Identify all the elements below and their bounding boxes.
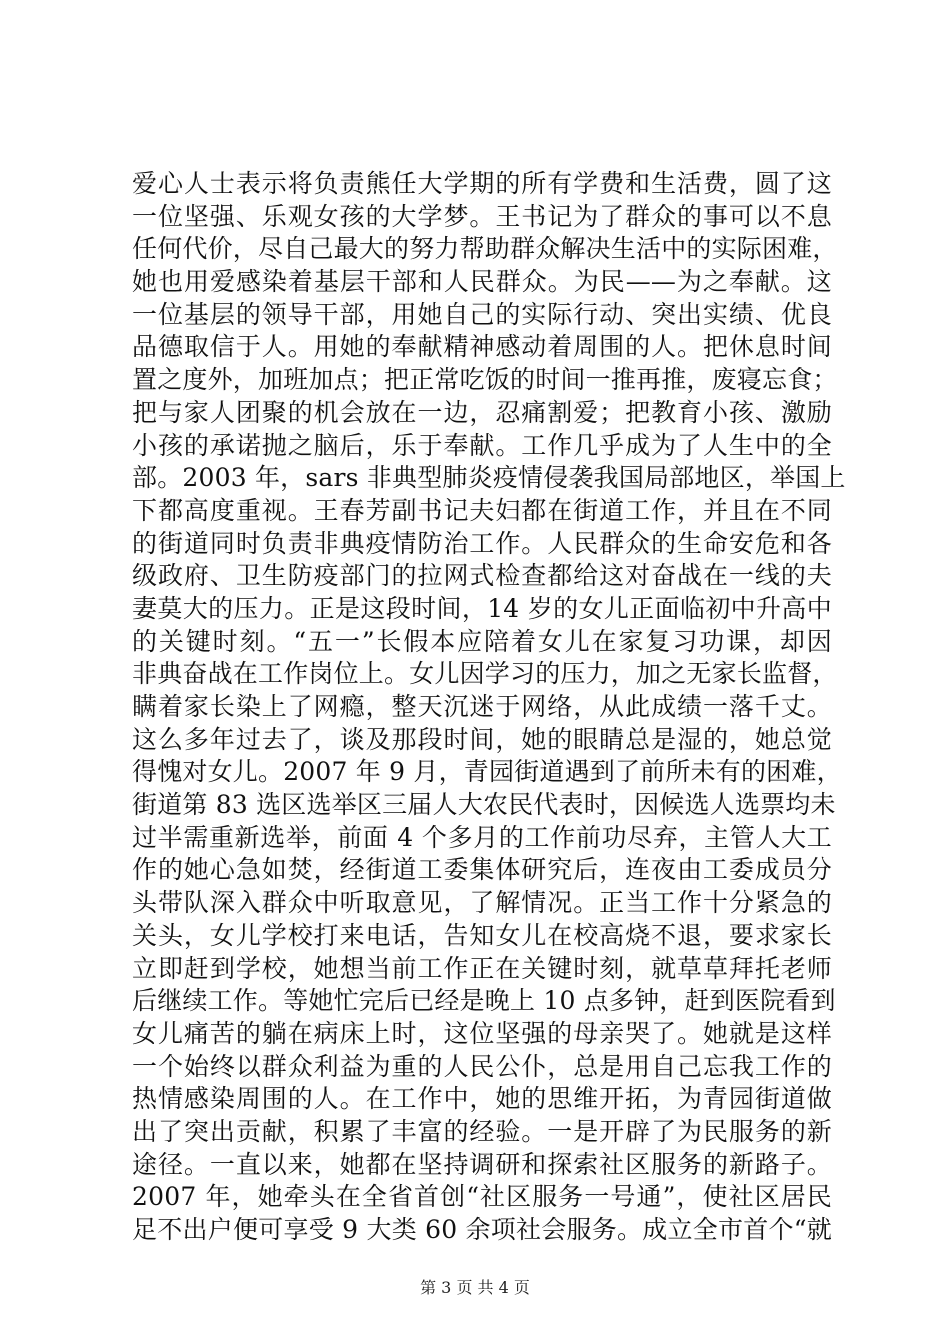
text-line: 瞒着家长染上了网瘾，整天沉迷于网络，从此成绩一落千丈。: [132, 692, 832, 721]
text-line: 的街道同时负责非典疫情防治工作。人民群众的生命安危和各: [132, 528, 832, 558]
text-line: 级政府、卫生防疫部门的拉网式检查都给这对奋战在一线的夫: [132, 561, 832, 591]
text-line: 她也用爱感染着基层干部和人民群众。为民——为之奉献。这: [132, 267, 832, 297]
text-line: 途径。一直以来，她都在坚持调研和探索社区服务的新路子。: [132, 1149, 832, 1179]
text-line: 街道第 83 选区选举区三届人大农民代表时，因候选人选票均未: [132, 790, 836, 820]
text-line: 下都高度重视。王春芳副书记夫妇都在街道工作，并且在不同: [132, 495, 832, 525]
text-line: 部。2003 年，sars 非典型肺炎疫情侵袭我国局部地区，举国上: [132, 463, 846, 493]
text-line: 过半需重新选举，前面 4 个多月的工作前功尽弃，主管人大工: [132, 822, 832, 852]
text-line: 关头，女儿学校打来电话，告知女儿在校高烧不退，要求家长: [132, 920, 832, 950]
text-line: 足不出户便可享受 9 大类 60 余项社会服务。成立全市首个“就: [132, 1215, 832, 1244]
text-line: 任何代价，尽自己最大的努力帮助群众解决生活中的实际困难，: [132, 234, 838, 264]
text-line: 一位坚强、乐观女孩的大学梦。王书记为了群众的事可以不息: [132, 201, 832, 231]
text-line: 女儿痛苦的躺在病床上时，这位坚强的母亲哭了。她就是这样: [132, 1018, 832, 1048]
text-line: 这么多年过去了，谈及那段时间，她的眼睛总是湿的，她总觉: [132, 724, 832, 754]
text-line: 一位基层的领导干部，用她自己的实际行动、突出实绩、优良: [132, 299, 832, 329]
text-line: 小孩的承诺抛之脑后，乐于奉献。工作几乎成为了人生中的全: [132, 430, 832, 460]
text-line: 非典奋战在工作岗位上。女儿因学习的压力，加之无家长监督，: [132, 659, 838, 689]
text-line: 品德取信于人。用她的奉献精神感动着周围的人。把休息时间: [132, 332, 832, 362]
page-footer: 第 3 页 共 4 页: [420, 1278, 530, 1297]
text-line: 立即赶到学校，她想当前工作正在关键时刻，就草草拜托老师: [132, 953, 832, 983]
text-line: 后继续工作。等她忙完后已经是晚上 10 点多钟，赶到医院看到: [132, 986, 836, 1016]
text-line: 作的她心急如焚，经街道工委集体研究后，连夜由工委成员分: [132, 855, 832, 885]
text-line: 2007 年，她牵头在全省首创“社区服务一号通”，使社区居民: [132, 1182, 832, 1212]
text-line: 妻莫大的压力。正是这段时间，14 岁的女儿正面临初中升高中: [132, 593, 832, 623]
text-line: 置之度外，加班加点；把正常吃饭的时间一推再推，废寝忘食；: [132, 365, 838, 395]
text-line: 得愧对女儿。2007 年 9 月，青园街道遇到了前所未有的困难，: [132, 757, 842, 787]
text-line: 的关键时刻。“五一”长假本应陪着女儿在家复习功课，却因: [132, 626, 832, 656]
text-line: 热情感染周围的人。在工作中，她的思维开拓，为青园街道做: [132, 1084, 832, 1114]
text-line: 头带队深入群众中听取意见，了解情况。正当工作十分紧急的: [132, 888, 832, 918]
text-line: 爱心人士表示将负责熊任大学期的所有学费和生活费，圆了这: [132, 169, 832, 198]
text-line: 一个始终以群众利益为重的人民公仆，总是用自己忘我工作的: [132, 1051, 832, 1081]
text-line: 出了突出贡献，积累了丰富的经验。一是开辟了为民服务的新: [132, 1116, 832, 1146]
body-text: [132, 168, 846, 1247]
text-line: 把与家人团聚的机会放在一边，忍痛割爱；把教育小孩、激励: [132, 397, 832, 427]
